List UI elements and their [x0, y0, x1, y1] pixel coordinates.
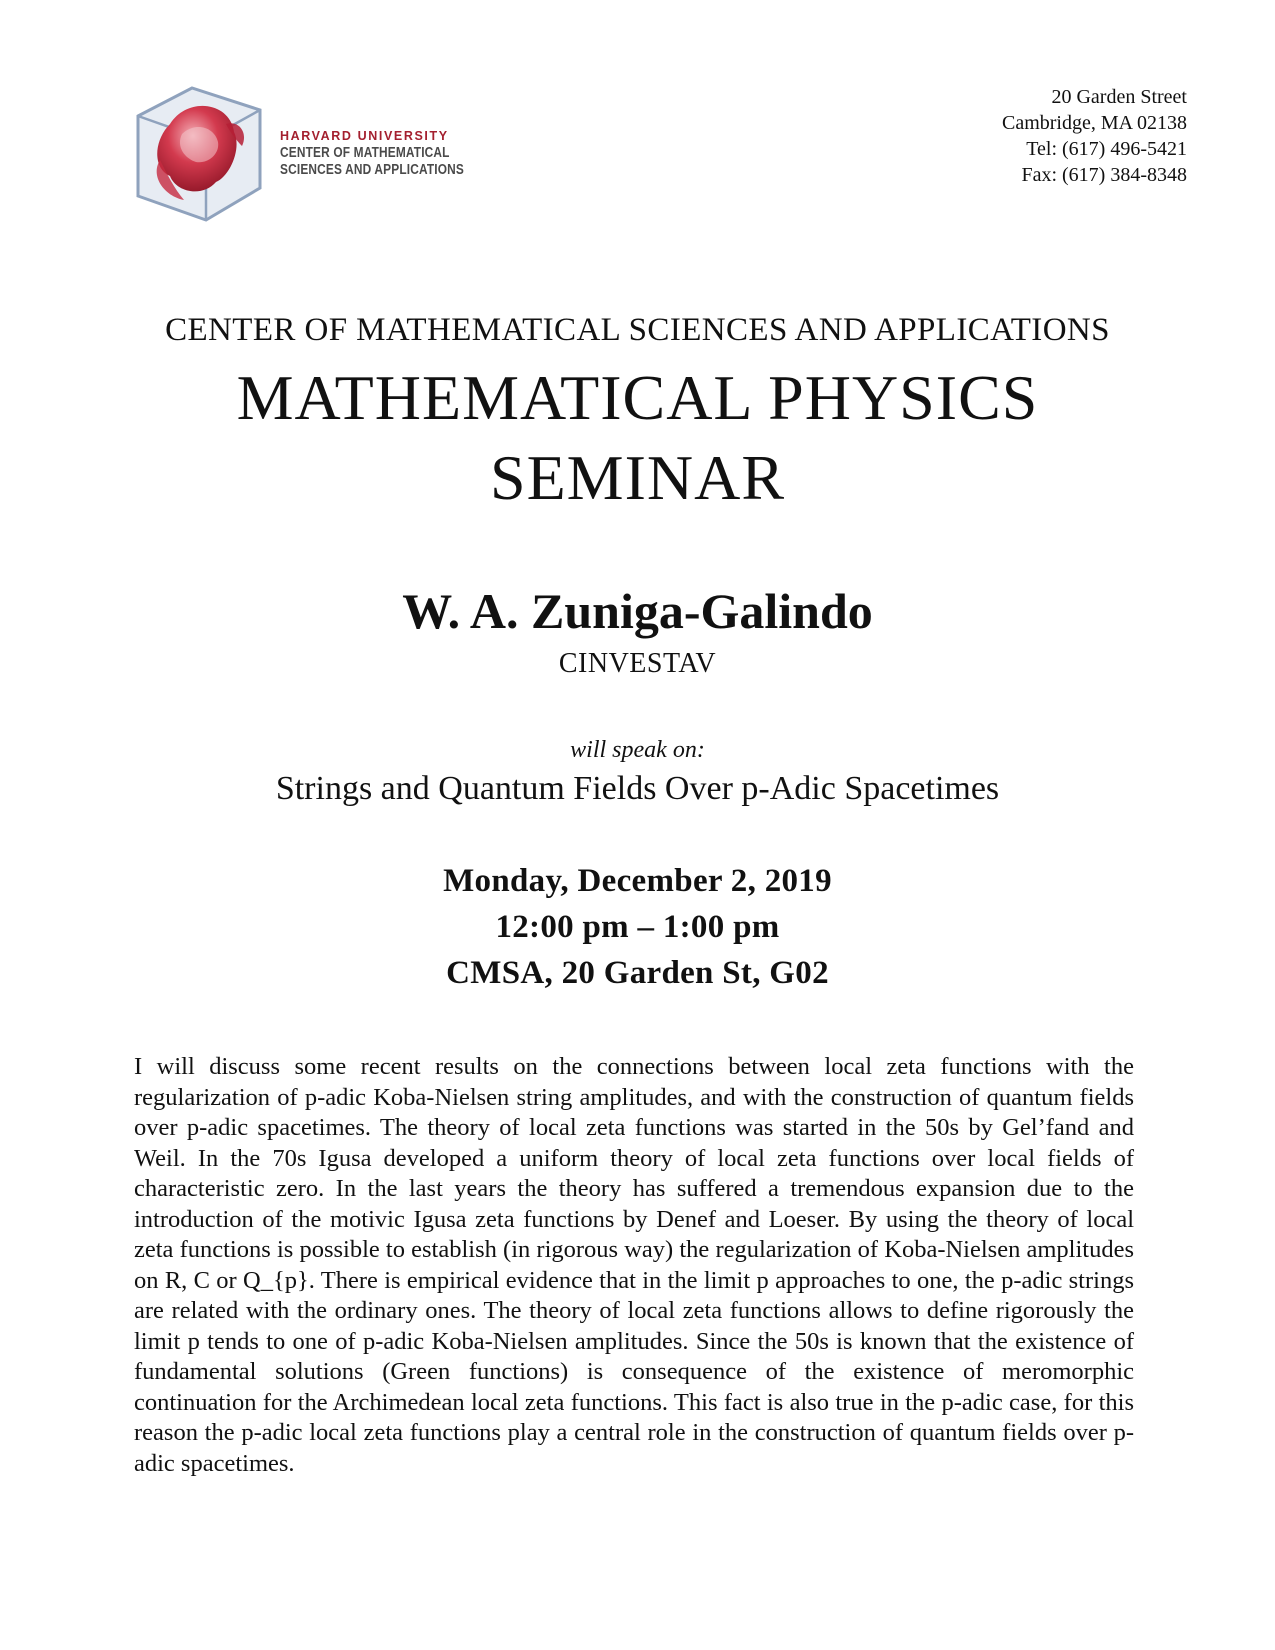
abstract-paragraph: I will discuss some recent results on the connections between local zeta functions with the regularization of p-adic Koba-Nielsen string amplitudes, and with the construction of quantum fields over p-adic spacetimes. The theory of local zeta functions was started in the 50s by Gel’fand and Weil. In the 70s Igusa developed a uniform theory of local zeta functions over local fields of characteristic zero. In the last years the theory has suffered a tremendous expansion due to the introduction of the motivic Igusa zeta functions by Denef and Loeser. By using the theory of local zeta functions is possible to establish (in rigorous way) the regularization of Koba-Nielsen amplitudes on R, C or Q_{p}. There is empirical evidence that in the limit p approaches to one, the p-adic strings are related with the ordinary ones. The theory of local zeta functions allows to define rigorously the limit p tends to one of p-adic Koba-Nielsen amplitudes. Since the 50s is known that the existence of fundamental solutions (Green functions) is consequence of the existence of meromorphic continuation for the Archimedean local zeta functions. This fact is also true in the p-adic case, for this reason the p-adic local zeta functions play a central role in the construction of quantum fields over p-adic spacetimes. — [134, 1053, 1134, 1477]
speaker-name: W. A. Zuniga-Galindo — [402, 583, 873, 639]
cmsa-cube-logo-icon — [130, 84, 268, 224]
logo-wordmark — [280, 128, 504, 179]
letterhead — [0, 0, 1275, 250]
event-details — [0, 858, 1275, 996]
address-tel: Tel: (617) 496-5421 — [1026, 138, 1187, 160]
event-date: Monday, December 2, 2019 — [443, 863, 832, 899]
event-time: 12:00 pm – 1:00 pm — [495, 909, 780, 945]
logo-line-1: CENTER OF MATHEMATICAL — [280, 145, 450, 161]
address-street: 20 Garden Street — [1051, 86, 1187, 108]
series-title-line-2: SEMINAR — [489, 442, 786, 513]
series-title-line-1: MATHEMATICAL PHYSICS — [236, 362, 1039, 433]
seminar-series-title — [0, 358, 1275, 518]
cmsa-logo — [130, 84, 470, 224]
address-fax: Fax: (617) 384-8348 — [1021, 164, 1187, 186]
will-speak-label: will speak on: — [570, 737, 705, 763]
address-block — [1002, 84, 1187, 188]
event-location: CMSA, 20 Garden St, G02 — [446, 955, 829, 991]
talk-title: Strings and Quantum Fields Over p-Adic Spacetimes — [275, 770, 1000, 807]
logo-line-2: SCIENCES AND APPLICATIONS — [280, 162, 465, 178]
logo-university: HARVARD UNIVERSITY — [280, 129, 449, 143]
center-name: CENTER OF MATHEMATICAL SCIENCES AND APPLICATIONS — [165, 312, 1110, 348]
speaker-affiliation: CINVESTAV — [558, 648, 717, 679]
address-city: Cambridge, MA 02138 — [1002, 112, 1187, 134]
